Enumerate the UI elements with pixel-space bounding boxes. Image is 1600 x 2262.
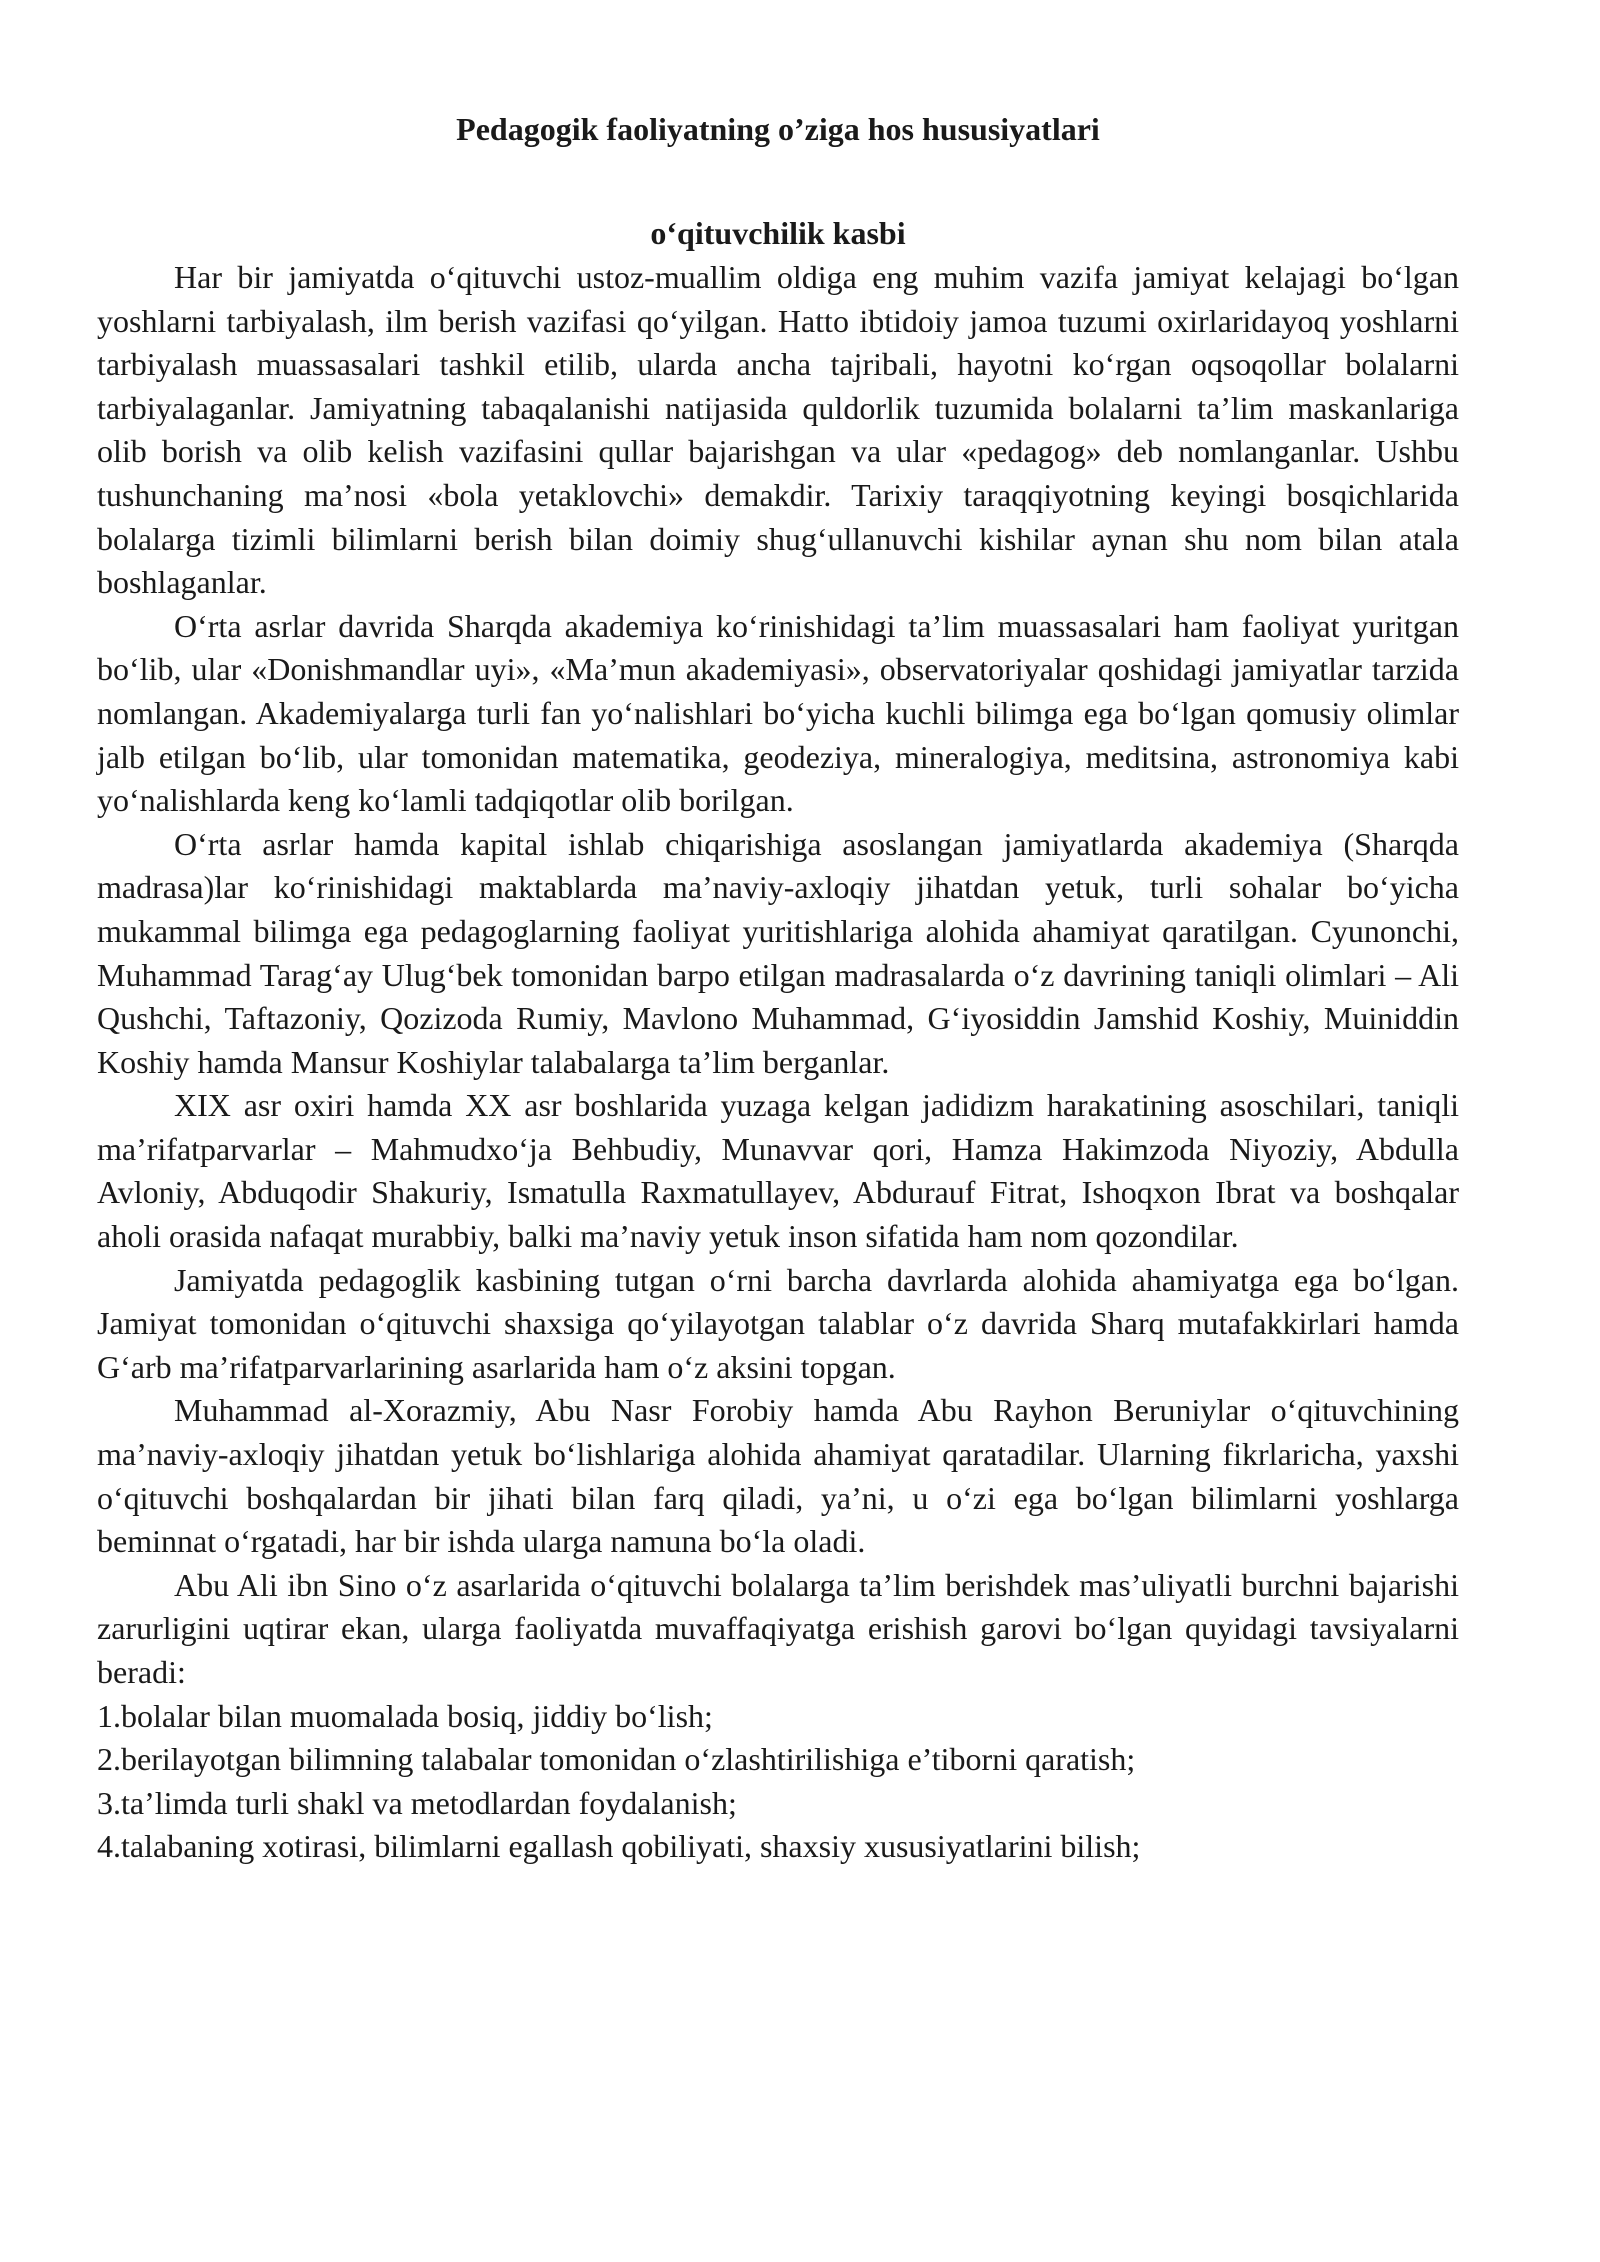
- list-item: 1.bolalar bilan muomalada bosiq, jiddiy bo‘lish;: [97, 1697, 713, 1734]
- paragraph: Har bir jamiyatda o‘qituvchi ustoz-muallim oldiga eng muhim vazifa jamiyat kelajagi bo‘lgan yoshlarni tarbiyalash, ilm berish vazifasi qo‘yilgan. Hatto ibtidoiy jamoa tuzumi oxirlaridayoq yoshlarni tarbiyalash muassasalari tashkil etilib, ularda ancha tajribali, hayotni ko‘rgan oqsoqollar bolalarni tarbiyalaganlar. Jamiyatning tabaqalanishi natijasida quldorlik tuzumida bolalarni ta’lim maskanlariga olib borish va olib kelish vazifasini qullar bajarishgan va ular «pedagog» deb nomlanganlar. Ushbu tushunchaning ma’nosi «bola yetaklovchi» demakdir. Tarixiy taraqqiyotning keyingi bosqichlarida bolalarga tizimli bilimlarni berish bilan doimiy shug‘ullanuvchi kishilar aynan shu nom bilan atala boshlaganlar.: [97, 259, 1459, 601]
- list-item: 3.ta’limda turli shakl va metodlardan foydalanish;: [97, 1784, 737, 1821]
- paragraph: XIX asr oxiri hamda XX asr boshlarida yuzaga kelgan jadidizm harakatining asoschilari, taniqli ma’rifatparvarlar – Mahmudxo‘ja Behbudiy, Munavvar qori, Hamza Hakimzoda Niyoziy, Abdulla Avloniy, Abduqodir Shakuriy, Ismatulla Raxmatullayev, Abdurauf Fitrat, Ishoqxon Ibrat va boshqalar aholi orasida nafaqat murabbiy, balki ma’naviy yetuk inson sifatida ham nom qozondilar.: [97, 1087, 1459, 1255]
- paragraph: Abu Ali ibn Sino o‘z asarlarida o‘qituvchi bolalarga ta’lim berishdek mas’uliyatli burchni bajarishi zarurligini uqtirar ekan, ularga faoliyatda muvaffaqiyatga erishish garovi bo‘lgan quyidagi tavsiyalarni beradi:: [97, 1566, 1459, 1690]
- list-item: 4.talabaning xotirasi, bilimlarni egallash qobiliyati, shaxsiy xususiyatlarini bilish;: [97, 1828, 1141, 1865]
- document-page: [97, 108, 1459, 1869]
- paragraph: Muhammad al-Xorazmiy, Abu Nasr Forobiy hamda Abu Rayhon Beruniylar o‘qituvchining ma’naviy-axloqiy jihatdan yetuk bo‘lishlariga alohida ahamiyat qaratadilar. Ularning fikrlaricha, yaxshi o‘qituvchi boshqalardan bir jihati bilan farq qiladi, ya’ni, u o‘zi ega bo‘lgan bilimlarni yoshlarga beminnat o‘rgatadi, har bir ishda ularga namuna bo‘la oladi.: [97, 1392, 1459, 1560]
- paragraph: O‘rta asrlar davrida Sharqda akademiya ko‘rinishidagi ta’lim muassasalari ham faoliyat yuritgan bo‘lib, ular «Donishmandlar uyi», «Ma’mun akademiyasi», observatoriyalar qoshidagi jamiyatlar tarzida nomlangan. Akademiyalarga turli fan yo‘nalishlari bo‘yicha kuchli bilimga ega bo‘lgan qomusiy olimlar jalb etilgan bo‘lib, ular tomonidan matematika, geodeziya, mineralogiya, meditsina, astronomiya kabi yo‘nalishlarda keng ko‘lamli tadqiqotlar olib borilgan.: [97, 607, 1459, 819]
- paragraph: O‘rta asrlar hamda kapital ishlab chiqarishiga asoslangan jamiyatlarda akademiya (Sharqda madrasa)lar ko‘rinishidagi maktablarda ma’naviy-axloqiy jihatdan yetuk, turli sohalar bo‘yicha mukammal bilimga ega pedagoglarning faoliyat yuritishlariga alohida ahamiyat qaratilgan. Cyunonchi, Muhammad Tarag‘ay Ulug‘bek tomonidan barpo etilgan madrasalarda o‘z davrining taniqli olimlari – Ali Qushchi, Taftazoniy, Qozizoda Rumiy, Mavlono Muhammad, G‘iyosiddin Jamshid Koshiy, Muiniddin Koshiy hamda Mansur Koshiylar talabalarga ta’lim berganlar.: [97, 825, 1459, 1080]
- paragraph: Jamiyatda pedagoglik kasbining tutgan o‘rni barcha davrlarda alohida ahamiyatga ega bo‘lgan. Jamiyat tomonidan o‘qituvchi shaxsiga qo‘yilayotgan talablar o‘z davrida Sharq mutafakkirlari hamda G‘arb ma’rifatparvarlarining asarlarida ham o‘z aksini topgan.: [97, 1261, 1459, 1385]
- list-item: 2.berilayotgan bilimning talabalar tomonidan o‘zlashtirilishiga e’tiborni qaratish;: [97, 1741, 1136, 1778]
- section-subtitle: o‘qituvchilik kasbi: [650, 215, 906, 251]
- document-title: Pedagogik faoliyatning o’ziga hos hususiyatlari: [456, 111, 1100, 147]
